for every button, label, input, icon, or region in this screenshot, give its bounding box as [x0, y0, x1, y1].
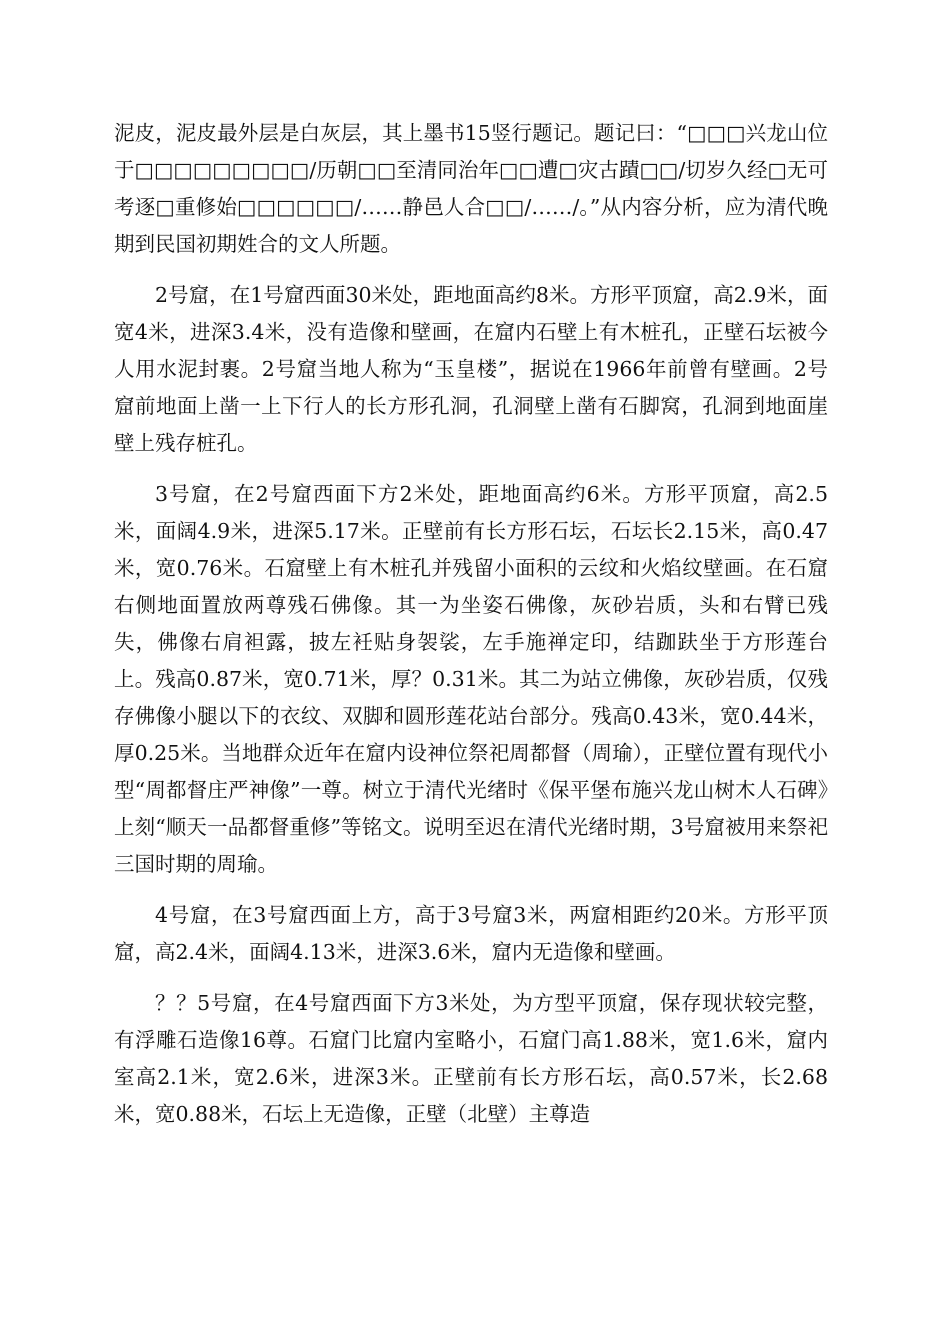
paragraph-cave-3: 3号窟，在2号窟西面下方2米处，距地面高约6米。方形平顶窟，高2.5米，面阔4.9米，进深5.17米。正壁前有长方形石坛，石坛长2.15米，高0.47米，宽0.76米。石窟壁上有木桩孔并残留小面积的云纹和火焰纹壁画。在石窟右侧地面置放两尊残石佛像。其一为坐姿石佛像，灰砂岩质，头和右臂已残失，佛像右肩袒露，披左衽贴身袈裟，左手施禅定印，结跏趺坐于方形莲台上。残高0.87米，宽0.71米，厚？0.31米。其二为站立佛像，灰砂岩质，仅残存佛像小腿以下的衣纹、双脚和圆形莲花站台部分。残高0.43米，宽0.44米，厚0.25米。当地群众近年在窟内设神位祭祀周都督（周瑜），正壁位置有现代小型“周都督庄严神像”一尊。树立于清代光绪时《保平堡布施兴龙山树木人石碑》上刻“顺天一品都督重修”等铭文。说明至迟在清代光绪时期，3号窟被用来祭祀三国时期的周瑜。	[114, 482, 828, 876]
paragraph-mud-inscription: 泥皮，泥皮最外层是白灰层，其上墨书15竖行题记。题记曰：“□□□兴龙山位于□□□□□□□□□/历朝□□至清同治年□□遭□灾古蹟□□/切岁久经□无可考逐□重修始□□□□□□/……静邑人合□□/……/。”从内容分析，应为清代晚期到民国初期姓合的文人所题。	[114, 121, 828, 256]
paragraph-cave-2: 2号窟，在1号窟西面30米处，距地面高约8米。方形平顶窟，高2.9米，面宽4米，进深3.4米，没有造像和壁画，在窟内石壁上有木桩孔，正壁石坛被今人用水泥封裹。2号窟当地人称为“玉皇楼”，据说在1966年前曾有壁画。2号窟前地面上凿一上下行人的长方形孔洞，孔洞壁上凿有石脚窝，孔洞到地面崖壁上残存桩孔。	[114, 283, 828, 455]
paragraph-cave-5: ？？5号窟，在4号窟西面下方3米处，为方型平顶窟，保存现状较完整，有浮雕石造像16尊。石窟门比窟内室略小，石窟门高1.88米，宽1.6米，窟内室高2.1米，宽2.6米，进深3米。正壁前有长方形石坛，高0.57米，长2.68米，宽0.88米，石坛上无造像，正壁（北壁）主尊造	[114, 991, 828, 1126]
paragraph-cave-4: 4号窟，在3号窟西面上方，高于3号窟3米，两窟相距约20米。方形平顶窟，高2.4米，面阔4.13米，进深3.6米，窟内无造像和壁画。	[114, 903, 828, 964]
document-body	[114, 115, 828, 1147]
